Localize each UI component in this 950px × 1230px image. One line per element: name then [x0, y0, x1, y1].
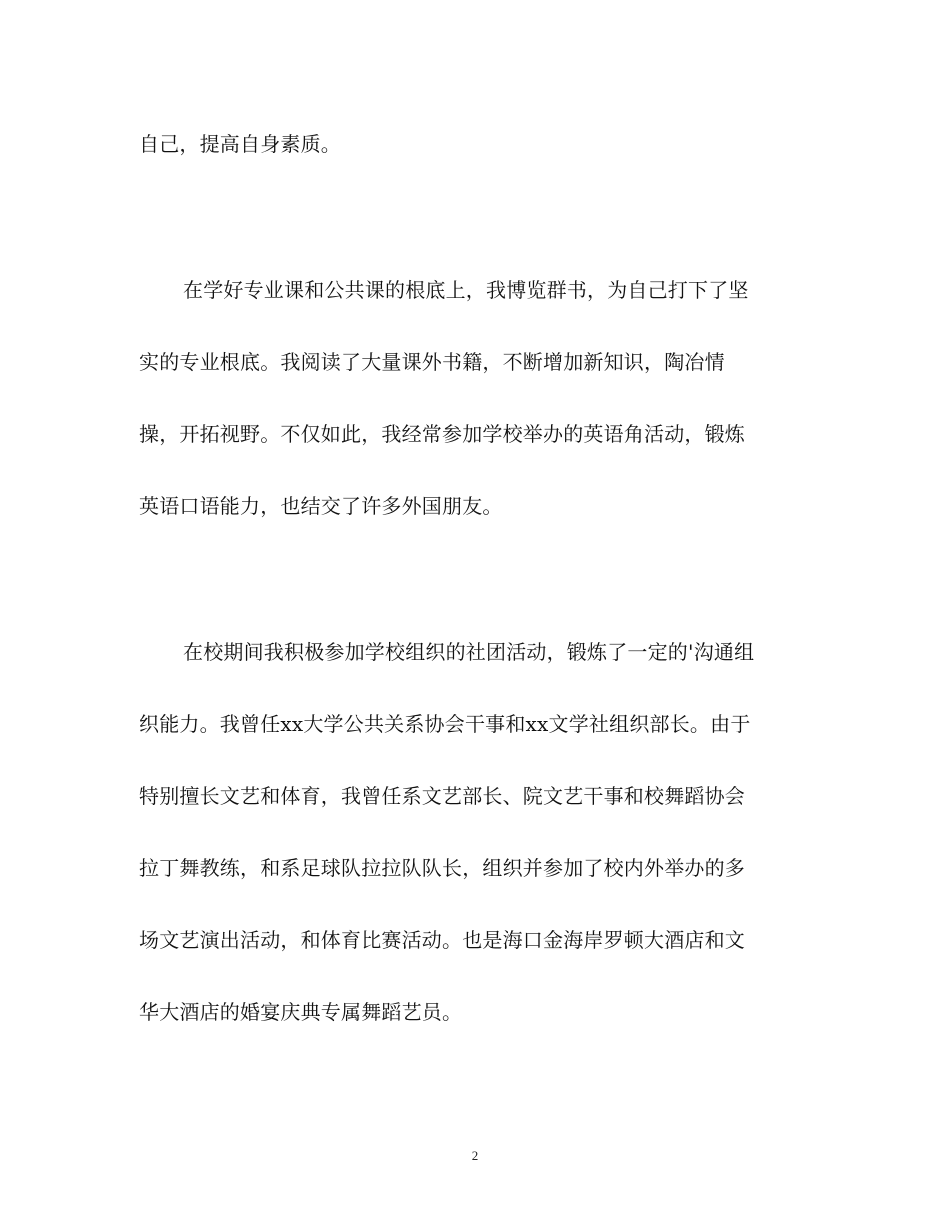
paragraph-2-line-2: 实的专业根底。我阅读了大量课外书籍，不断增加新知识，陶冶情 [139, 350, 725, 374]
paragraph-1-line-1: 自己，提高自身素质。 [139, 132, 341, 156]
paragraph-3-line-6: 华大酒店的婚宴庆典专属舞蹈艺员。 [139, 1000, 463, 1024]
paragraph-3-line-3: 特别擅长文艺和体育，我曾任系文艺部长、院文艺干事和校舞蹈协会 [139, 784, 745, 808]
paragraph-2-line-4: 英语口语能力，也结交了许多外国朋友。 [139, 494, 503, 518]
paragraph-2-line-3: 操，开拓视野。不仅如此，我经常参加学校举办的英语角活动，锻炼 [139, 422, 745, 446]
paragraph-3-line-2: 织能力。我曾任xx大学公共关系协会干事和xx文学社组织部长。由于 [139, 712, 751, 736]
paragraph-2-line-1: 在学好专业课和公共课的根底上，我博览群书，为自己打下了坚 [183, 278, 749, 302]
page-number: 2 [471, 1148, 479, 1163]
paragraph-3-line-5: 场文艺演出活动，和体育比赛活动。也是海口金海岸罗顿大酒店和文 [139, 928, 745, 952]
paragraph-3-line-4: 拉丁舞教练，和系足球队拉拉队队长，组织并参加了校内外举办的多 [139, 856, 745, 880]
paragraph-3-line-1: 在校期间我积极参加学校组织的社团活动，锻炼了一定的'沟通组 [183, 640, 755, 664]
